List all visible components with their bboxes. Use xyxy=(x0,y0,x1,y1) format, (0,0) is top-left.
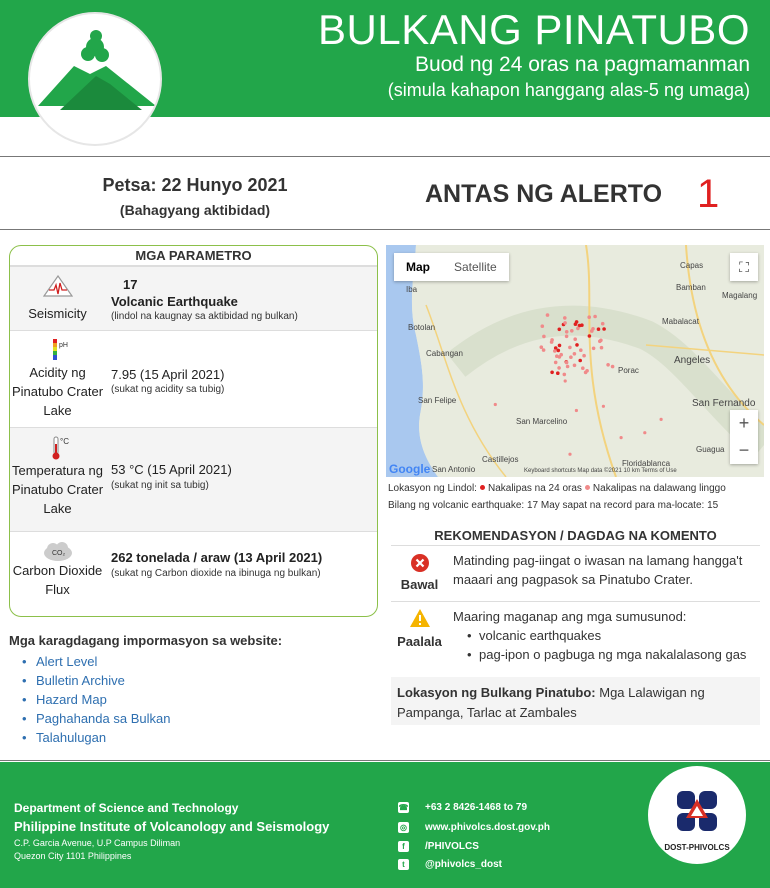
param-value: 262 tonelada / araw (13 April 2021) xyxy=(111,550,323,565)
map-place-label: Capas xyxy=(680,261,704,270)
prohibited-icon xyxy=(391,554,448,577)
earthquake-marker xyxy=(558,328,562,332)
earthquake-marker xyxy=(588,334,592,338)
earthquake-marker xyxy=(643,431,646,434)
map-place-label: Magalang xyxy=(722,291,758,300)
footer xyxy=(0,762,770,888)
zoom-out-button[interactable]: − xyxy=(738,440,750,460)
earthquake-marker xyxy=(573,364,577,368)
recent-dot-icon xyxy=(480,485,485,490)
earthquake-marker xyxy=(550,340,554,344)
earthquake-marker xyxy=(563,321,567,325)
bawal-text: Matinding pag-iingat o iwasan na lamang hangga't maaari ang pagpasok sa Pinatubo Crater. xyxy=(453,553,743,587)
earthquake-marker xyxy=(565,361,569,365)
earthquake-marker xyxy=(606,363,610,367)
earthquake-marker xyxy=(600,346,604,350)
param-row-co2 xyxy=(10,531,377,617)
recommendations-title: REKOMENDASYON / DAGDAG NA KOMENTO xyxy=(434,528,717,543)
link-bulletin-archive[interactable]: • Bulletin Archive xyxy=(22,671,170,690)
bulletin-date: Petsa: 22 Hunyo 2021 xyxy=(102,175,288,195)
earthquake-marker xyxy=(568,453,571,456)
param-label: Acidity ng Pinatubo Crater Lake xyxy=(11,365,104,418)
earthquake-marker xyxy=(575,343,579,347)
earthquake-marker xyxy=(593,315,597,319)
param-note: (lindol na kaugnay sa aktibidad ng bulkan) xyxy=(111,311,298,322)
earthquake-marker xyxy=(573,352,577,356)
param-value-desc: Volcanic Earthquake xyxy=(111,294,238,309)
earthquake-marker xyxy=(553,349,557,353)
earthquake-marker xyxy=(582,354,586,358)
zoom-control xyxy=(730,410,758,464)
header-divider xyxy=(0,156,770,157)
svg-text:°C: °C xyxy=(59,437,69,446)
earthquake-marker xyxy=(601,322,605,326)
footer-facebook[interactable]: f /PHIVOLCS xyxy=(398,841,479,852)
seismograph-icon xyxy=(10,275,105,302)
info-links-list xyxy=(22,652,170,747)
svg-text:CO₂: CO₂ xyxy=(51,550,65,557)
earthquake-marker xyxy=(602,405,605,408)
earthquake-marker xyxy=(546,313,550,317)
footer-website[interactable]: ◎ www.phivolcs.dost.gov.ph xyxy=(400,822,551,834)
footer-address-city: Quezon City 1101 Philippines xyxy=(14,851,132,861)
earthquake-marker xyxy=(563,316,567,320)
facebook-icon: f xyxy=(398,841,409,852)
map-place-label: Mabalacat xyxy=(662,317,699,326)
footer-twitter[interactable]: t @phivolcs_dost xyxy=(398,859,502,870)
map-place-label: Bamban xyxy=(676,283,706,292)
earthquake-marker xyxy=(565,330,569,334)
earthquake-marker xyxy=(569,355,573,359)
alert-level-label: ANTAS NG ALERTO xyxy=(425,180,663,208)
param-note: (sukat ng init sa tubig) xyxy=(111,480,209,491)
earthquake-marker xyxy=(542,348,546,352)
earthquake-marker xyxy=(570,329,574,333)
rec-bawal xyxy=(391,545,760,600)
map-place-label: Angeles xyxy=(674,355,711,366)
earthquake-marker xyxy=(585,369,589,373)
google-logo: Google xyxy=(389,462,431,476)
param-value: 7.95 (15 April 2021) xyxy=(111,367,225,382)
earthquake-marker xyxy=(580,323,584,327)
link-hazard-map[interactable]: • Hazard Map xyxy=(22,690,170,709)
earthquake-marker xyxy=(563,373,567,377)
earthquake-marker xyxy=(602,327,606,331)
earthquake-marker xyxy=(576,327,580,331)
map-legend: Lokasyon ng Lindol: Nakalipas na 24 oras Nakalipas na dalawang linggo xyxy=(388,483,726,494)
param-row-temperature xyxy=(10,427,377,531)
rec-paalala xyxy=(391,601,760,671)
earthquake-marker xyxy=(592,347,596,351)
earthquake-marker xyxy=(579,348,583,352)
list-item: • pag-ipon o pagbuga ng mga nakalalasong gas xyxy=(467,645,746,664)
paalala-list xyxy=(467,626,746,664)
list-item: • volcanic earthquakes xyxy=(467,626,746,645)
earthquake-marker xyxy=(660,418,663,421)
earthquake-marker xyxy=(541,324,545,328)
phone-icon: ☎ xyxy=(398,803,409,812)
param-label: Carbon Dioxide Flux xyxy=(12,563,103,597)
map-footer: Keyboard shortcuts Map data ©2021 10 km Terms of Use xyxy=(524,468,677,474)
globe-icon: ◎ xyxy=(398,822,409,833)
earthquake-marker xyxy=(556,371,560,375)
footer-dept: Department of Science and Technology xyxy=(14,801,239,815)
tab-satellite[interactable]: Satellite xyxy=(454,260,497,274)
parameters-title: MGA PARAMETRO xyxy=(10,246,377,266)
zoom-in-button[interactable]: + xyxy=(738,413,750,433)
param-row-acidity xyxy=(10,330,377,427)
link-alert-level[interactable]: • Alert Level xyxy=(22,652,170,671)
map-place-label: Porac xyxy=(618,366,639,375)
more-info-title: Mga karagdagang impormasyon sa website: xyxy=(9,633,283,648)
earthquake-marker xyxy=(566,365,570,369)
dost-phivolcs-logo-icon xyxy=(648,766,746,864)
map-place-label: Guagua xyxy=(696,445,725,454)
map-place-label: Castillejos xyxy=(482,455,519,464)
page-subtitle-time: (simula kahapon hanggang alas-5 ng umaga) xyxy=(387,80,750,100)
svg-text:pH: pH xyxy=(58,342,68,349)
logo-text: DOST-PHIVOLCS xyxy=(664,843,730,852)
map-place-label: San Felipe xyxy=(418,396,457,405)
map-place-label: Cabangan xyxy=(426,349,463,358)
earthquake-marker xyxy=(558,344,562,348)
footer-phone: ☎ +63 2 8426-1468 to 79 xyxy=(398,802,528,814)
page-subtitle: Buod ng 24 oras na pagmamanman xyxy=(414,53,750,76)
date-divider xyxy=(0,229,770,230)
earthquake-marker xyxy=(587,315,591,319)
earthquake-marker xyxy=(554,361,558,365)
earthquake-marker xyxy=(568,346,572,350)
earthquake-marker xyxy=(575,409,578,412)
earthquake-marker xyxy=(559,353,563,357)
footer-address: C.P. Garcia Avenue, U.P Campus Diliman xyxy=(14,838,181,848)
earthquake-marker xyxy=(578,359,582,363)
footer-divider xyxy=(0,760,770,761)
param-note: (sukat ng Carbon dioxide na ibinuga ng bulkan) xyxy=(111,568,321,579)
earthquake-marker xyxy=(581,366,585,370)
activity-status: (Bahagyang aktibidad) xyxy=(119,202,271,218)
earthquake-marker xyxy=(599,339,603,343)
earthquake-marker xyxy=(574,322,578,326)
warning-icon xyxy=(391,608,448,633)
map-place-label: San Fernando xyxy=(692,398,756,409)
map-type-tabs xyxy=(394,253,509,281)
map-place-label: San Marcelino xyxy=(516,417,568,426)
link-paghahanda[interactable]: • Paghahanda sa Bulkan xyxy=(22,709,170,728)
earthquake-marker xyxy=(565,335,569,339)
param-note: (sukat ng acidity sa tubig) xyxy=(111,384,225,395)
earthquake-marker xyxy=(590,329,594,333)
fullscreen-icon[interactable]: ⛶ xyxy=(730,253,758,281)
param-label: Temperatura ng Pinatubo Crater Lake xyxy=(11,463,104,516)
earthquake-marker xyxy=(557,366,561,370)
footer-institute: Philippine Institute of Volcanology and Seismology xyxy=(14,819,330,834)
quake-count: Bilang ng volcanic earthquake: 17 May sapat na record para ma-locate: 15 xyxy=(388,500,719,511)
ph-scale-icon xyxy=(10,339,105,366)
earthquake-marker xyxy=(597,327,601,331)
earthquake-marker xyxy=(611,365,615,369)
link-talahulugan[interactable]: • Talahulugan xyxy=(22,728,170,747)
twitter-icon: t xyxy=(398,859,409,870)
map-place-label: Botolan xyxy=(408,323,436,332)
map-place-label: San Antonio xyxy=(432,465,476,474)
parameters-panel xyxy=(9,245,378,617)
earthquake-marker xyxy=(494,403,497,406)
bawal-label: Bawal xyxy=(400,577,439,592)
param-value: 53 °C (15 April 2021) xyxy=(111,462,232,477)
earthquake-marker xyxy=(564,379,567,382)
earthquake-marker xyxy=(542,335,546,339)
map-place-label: Floridablanca xyxy=(622,459,671,468)
param-row-seismicity xyxy=(10,266,377,330)
paalala-text: Maaring maganap ang mga sumusunod: xyxy=(453,609,687,624)
map-place-label: Iba xyxy=(406,285,418,294)
alert-level-value: 1 xyxy=(697,172,720,216)
earthquake-marker xyxy=(550,371,554,375)
older-dot-icon xyxy=(585,485,590,490)
earthquake-marker xyxy=(573,337,577,341)
paalala-label: Paalala xyxy=(397,634,442,649)
param-label: Seismicity xyxy=(28,306,87,321)
page-title: BULKANG PINATUBO xyxy=(318,6,750,53)
volcano-logo-icon xyxy=(28,12,162,146)
earthquake-map[interactable] xyxy=(386,245,764,477)
param-value: 17 xyxy=(123,277,138,292)
earthquake-marker xyxy=(540,345,544,349)
tab-map[interactable]: Map xyxy=(406,260,430,274)
earthquake-marker xyxy=(620,436,623,439)
volcano-location: Lokasyon ng Bulkang Pinatubo: Mga Lalawigan ng Pampanga, Tarlac at Zambales xyxy=(391,677,760,725)
